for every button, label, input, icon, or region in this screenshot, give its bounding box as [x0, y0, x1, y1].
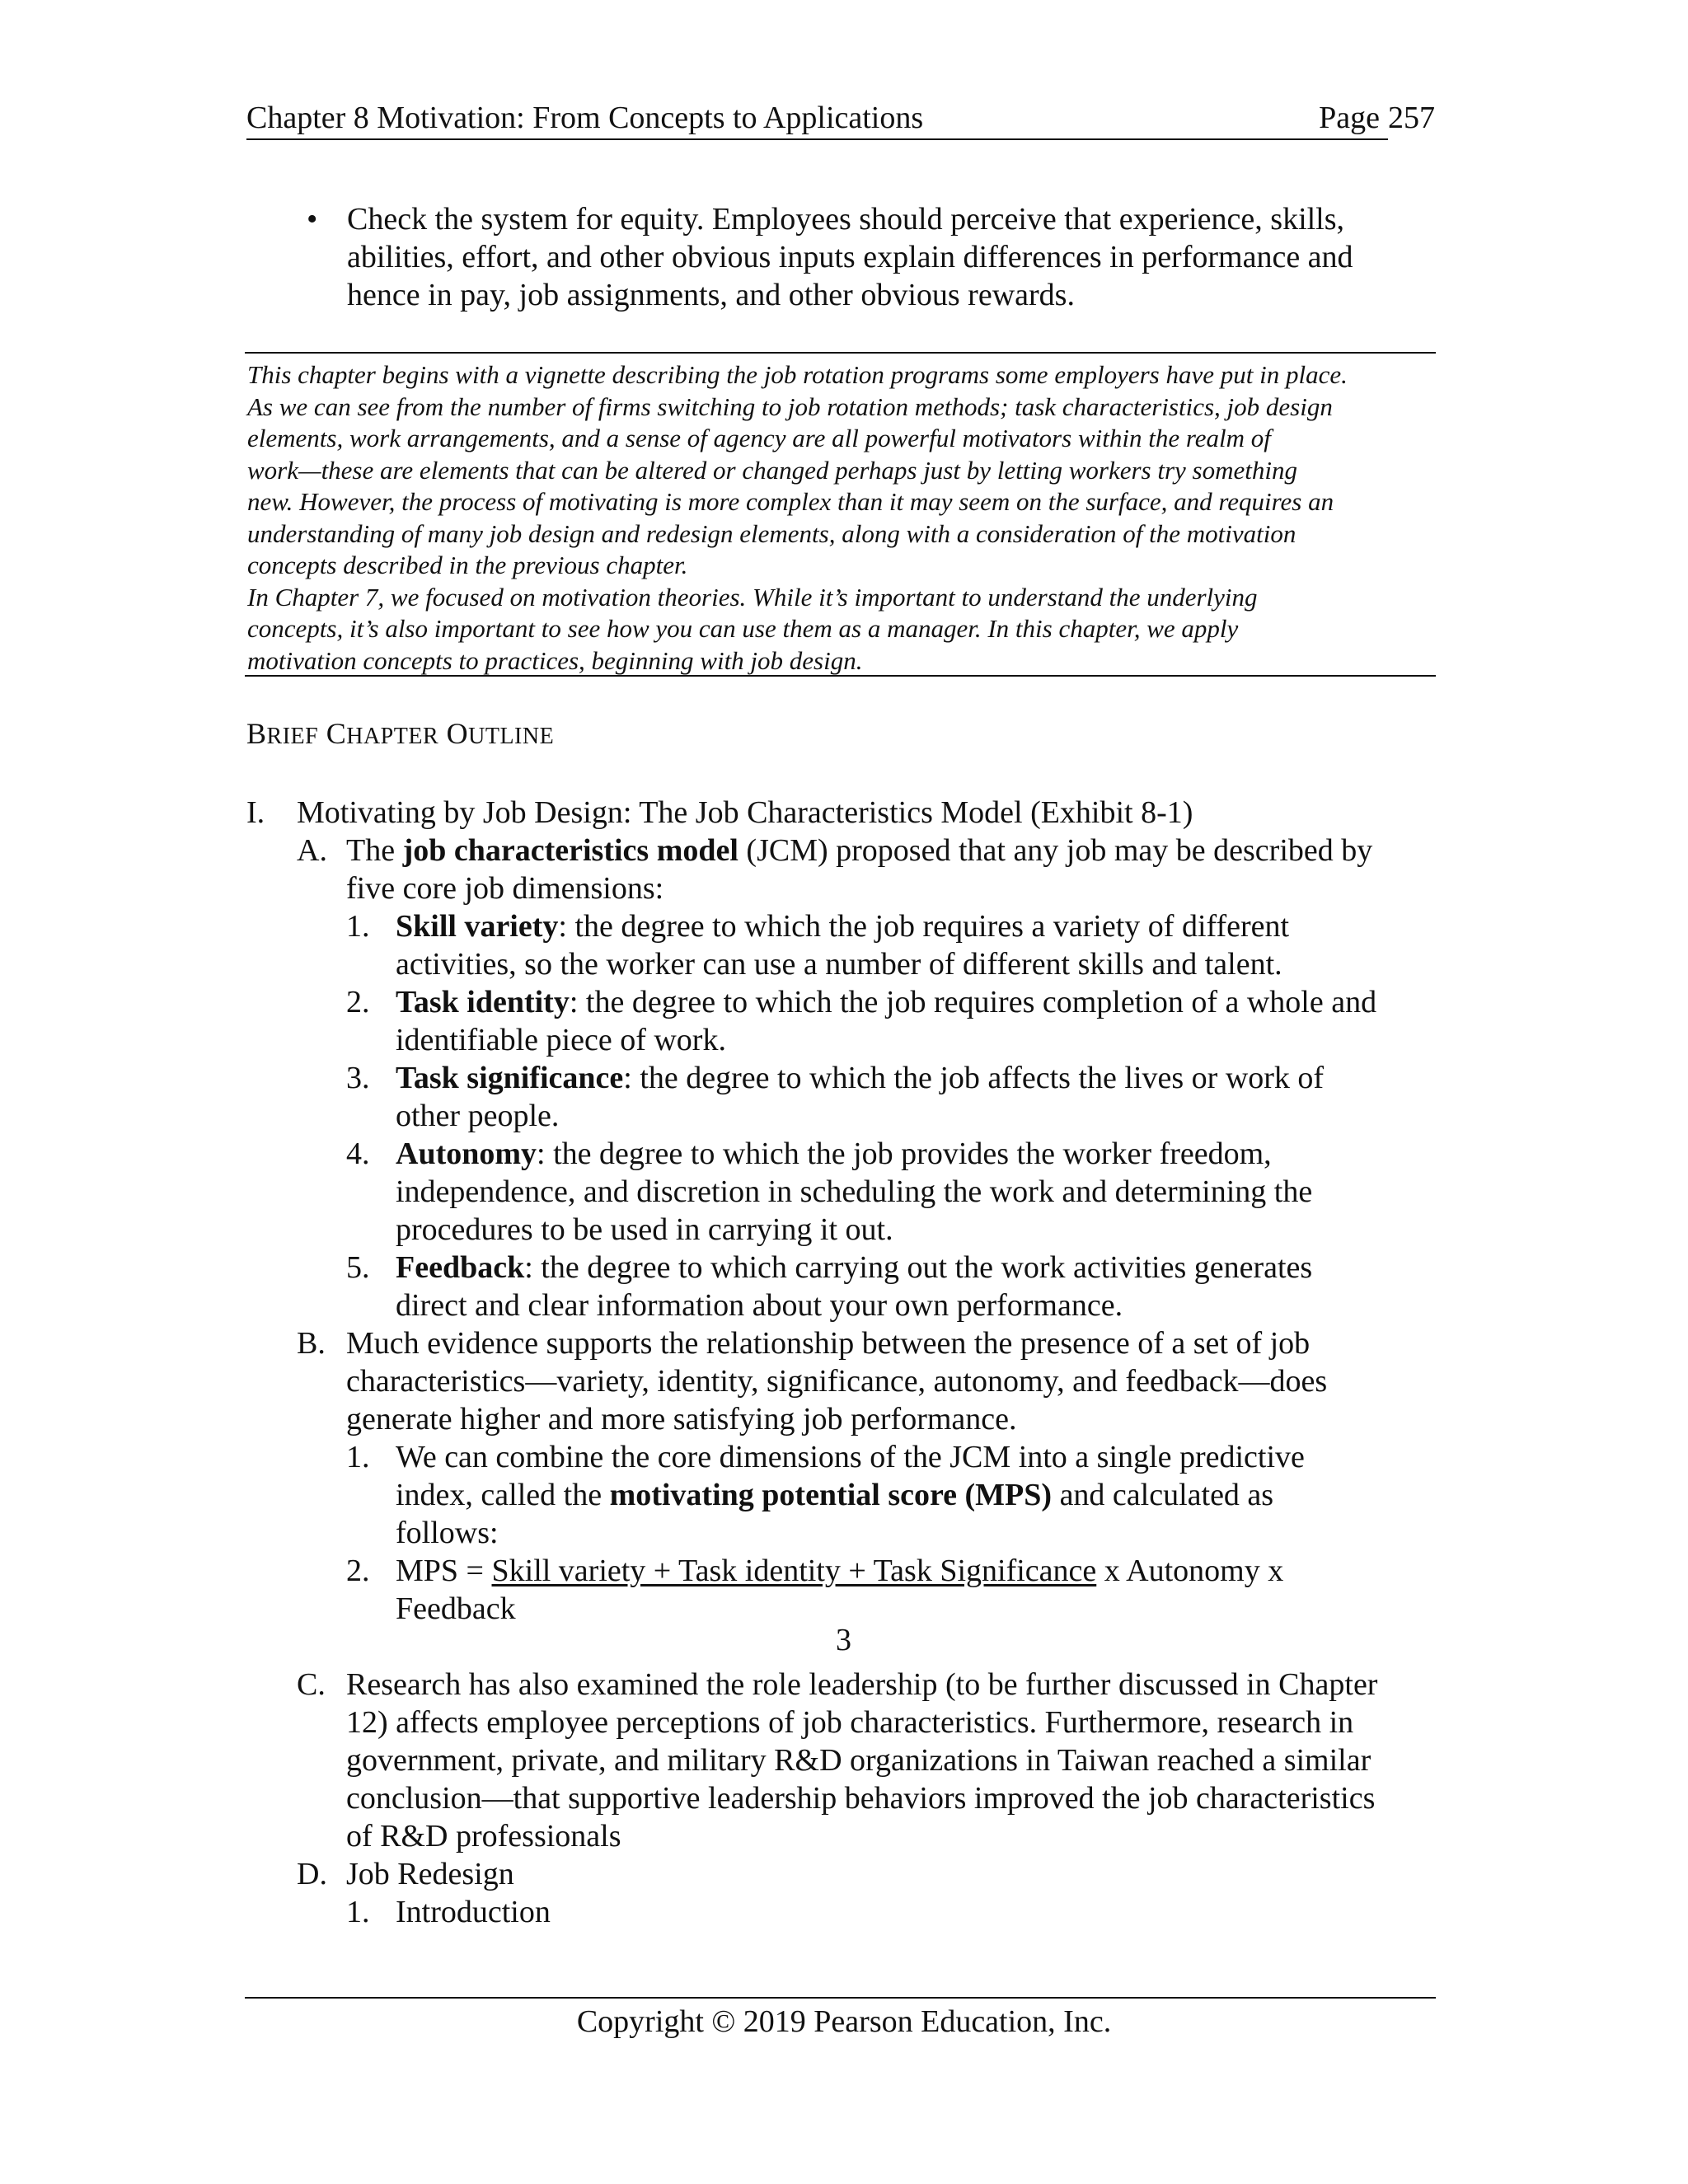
dimension-line: activities, so the worker can use a number of different skills and talent. — [396, 947, 1282, 982]
mps-formula — [396, 1552, 1283, 1590]
bullet-text — [347, 200, 1435, 314]
dimension-feedback — [396, 1249, 1312, 1286]
text-span: and calculated as — [1052, 1478, 1274, 1512]
page-number: 257 — [1388, 101, 1435, 135]
text-span: : the degree to which the job requires a variety of different — [558, 909, 1290, 944]
outline-label-A: A. — [297, 833, 327, 868]
mps-intro-line — [396, 1476, 1273, 1514]
dimension-task-significance — [396, 1059, 1324, 1097]
num-label: 4. — [346, 1137, 370, 1171]
mps-intro-line: We can combine the core dimensions of the JCM into a single predictive — [396, 1440, 1305, 1474]
heading-rest: UTLINE — [468, 724, 555, 749]
text-span: MPS = — [396, 1554, 492, 1588]
bullet-line: abilities, effort, and other obvious inputs explain differences in performance and — [347, 240, 1353, 274]
outline-item-B-line: characteristics—variety, identity, significance, autonomy, and feedback—does — [346, 1364, 1328, 1399]
dimension-line: direct and clear information about your own performance. — [396, 1288, 1123, 1323]
intro-line: In Chapter 7, we focused on motivation theories. While it’s important to understand the underlying — [247, 582, 1258, 612]
num-label: 1. — [346, 1440, 370, 1474]
mps-formula-line: Feedback — [396, 1591, 516, 1626]
intro-line: new. However, the process of motivating is more complex than it may seem on the surface, and requires an — [247, 487, 1334, 516]
key-term: Task identity — [396, 985, 570, 1019]
heading-rest: RIEF — [266, 724, 319, 749]
dimension-skill-variety — [396, 907, 1289, 945]
dimension-task-identity — [396, 983, 1376, 1021]
mps-intro-line: follows: — [396, 1516, 499, 1550]
intro-line: elements, work arrangements, and a sense of agency are all powerful motivators within the realm of — [247, 424, 1271, 452]
key-term: Skill variety — [396, 909, 559, 944]
outline-item-C-line: conclusion—that supportive leadership behaviors improved the job characteristics — [346, 1781, 1376, 1816]
outline-item-I: Motivating by Job Design: The Job Characteristics Model (Exhibit 8-1) — [297, 795, 1193, 830]
page-header — [246, 97, 1435, 143]
intro-line: concepts, it’s also important to see how you can use them as a manager. In this chapter, we apply — [247, 614, 1239, 643]
outline-item-B-line: generate higher and more satisfying job performance. — [346, 1402, 1017, 1436]
key-term: Task significance — [396, 1061, 624, 1095]
intro-text — [247, 359, 1348, 677]
num-label: 1. — [346, 909, 370, 944]
intro-line: This chapter begins with a vignette describing the job rotation programs some employers have put in place. — [247, 360, 1348, 389]
key-term: job characteristics model — [402, 833, 738, 868]
num-label: 2. — [346, 1554, 370, 1588]
outline-item-D-1: Introduction — [396, 1895, 551, 1929]
num-label: 2. — [346, 985, 370, 1019]
heading-cap: C — [326, 717, 347, 750]
intro-line: concepts described in the previous chapter. — [247, 551, 688, 579]
bullet-line: hence in pay, job assignments, and other obvious rewards. — [347, 278, 1075, 312]
text-span: : the degree to which the job requires completion of a whole and — [569, 985, 1377, 1019]
outline-item-D: Job Redesign — [346, 1857, 514, 1891]
outline-item-B-line: Much evidence supports the relationship between the presence of a set of job — [346, 1326, 1311, 1361]
outline-item-A-line1 — [346, 832, 1372, 869]
num-label: 3. — [346, 1061, 370, 1095]
text-span: : the degree to which the job affects the lives or work of — [623, 1061, 1325, 1095]
outline-label-B: B. — [297, 1326, 326, 1361]
outline-item-C-line: 12) affects employee perceptions of job characteristics. Furthermore, research in — [346, 1705, 1354, 1740]
text-span: (JCM) proposed that any job may be described by — [738, 833, 1373, 868]
section-heading — [246, 715, 554, 755]
dimension-line: independence, and discretion in scheduling the work and determining the — [396, 1174, 1313, 1209]
text-span: The — [346, 833, 403, 868]
dimension-autonomy — [396, 1135, 1272, 1173]
heading-rest: HAPTER — [346, 724, 439, 749]
page-indicator — [1319, 97, 1435, 138]
intro-line: As we can see from the number of firms switching to job rotation methods; task characteristics, job design — [247, 391, 1333, 421]
num-label: 5. — [346, 1250, 370, 1285]
chapter-title: Chapter 8 Motivation: From Concepts to Applications — [246, 101, 924, 135]
page-label: Page — [1319, 101, 1380, 135]
outline-label-I: I. — [246, 795, 265, 830]
outline-label-D: D. — [297, 1857, 327, 1891]
bullet-icon: • — [307, 202, 318, 237]
outline-item-C-line: of R&D professionals — [346, 1819, 621, 1854]
key-term: Feedback — [396, 1250, 525, 1285]
intro-line: work—these are elements that can be altered or changed perhaps just by letting workers try something — [247, 455, 1297, 485]
text-span: : the degree to which the job provides the worker freedom, — [537, 1137, 1272, 1171]
copyright-footer: Copyright © 2019 Pearson Education, Inc. — [576, 2004, 1112, 2039]
key-term: Autonomy — [396, 1137, 537, 1171]
dimension-line: procedures to be used in carrying it out. — [396, 1212, 893, 1247]
text-span: index, called the — [396, 1478, 610, 1512]
formula-denominator: 3 — [836, 1623, 851, 1657]
footer-rule — [245, 1997, 1436, 1999]
header-rule — [246, 138, 1388, 140]
formula-numerator: Skill variety + Task identity + Task Significance — [491, 1554, 1097, 1588]
outline-item-C-line: government, private, and military R&D organizations in Taiwan reached a similar — [346, 1743, 1372, 1778]
intro-line: understanding of many job design and redesign elements, along with a consideration of the motivation — [247, 518, 1296, 548]
text-span: x Autonomy x — [1096, 1554, 1284, 1588]
bullet-line: Check the system for equity. Employees should perceive that experience, skills, — [347, 202, 1345, 237]
heading-cap: O — [446, 717, 469, 750]
key-term: motivating potential score (MPS) — [609, 1478, 1053, 1512]
num-label: 1. — [346, 1895, 370, 1929]
chapter-intro-box — [245, 352, 1436, 677]
heading-cap: B — [246, 717, 267, 750]
text-span: : the degree to which carrying out the work activities generates — [524, 1250, 1313, 1285]
dimension-line: other people. — [396, 1099, 560, 1133]
outline-item-A-line2: five core job dimensions: — [346, 871, 664, 906]
outline-item-C-line: Research has also examined the role leadership (to be further discussed in Chapter — [346, 1667, 1378, 1702]
intro-line: motivation concepts to practices, beginning with job design. — [247, 645, 863, 675]
dimension-line: identifiable piece of work. — [396, 1023, 726, 1057]
outline-label-C: C. — [297, 1667, 326, 1702]
